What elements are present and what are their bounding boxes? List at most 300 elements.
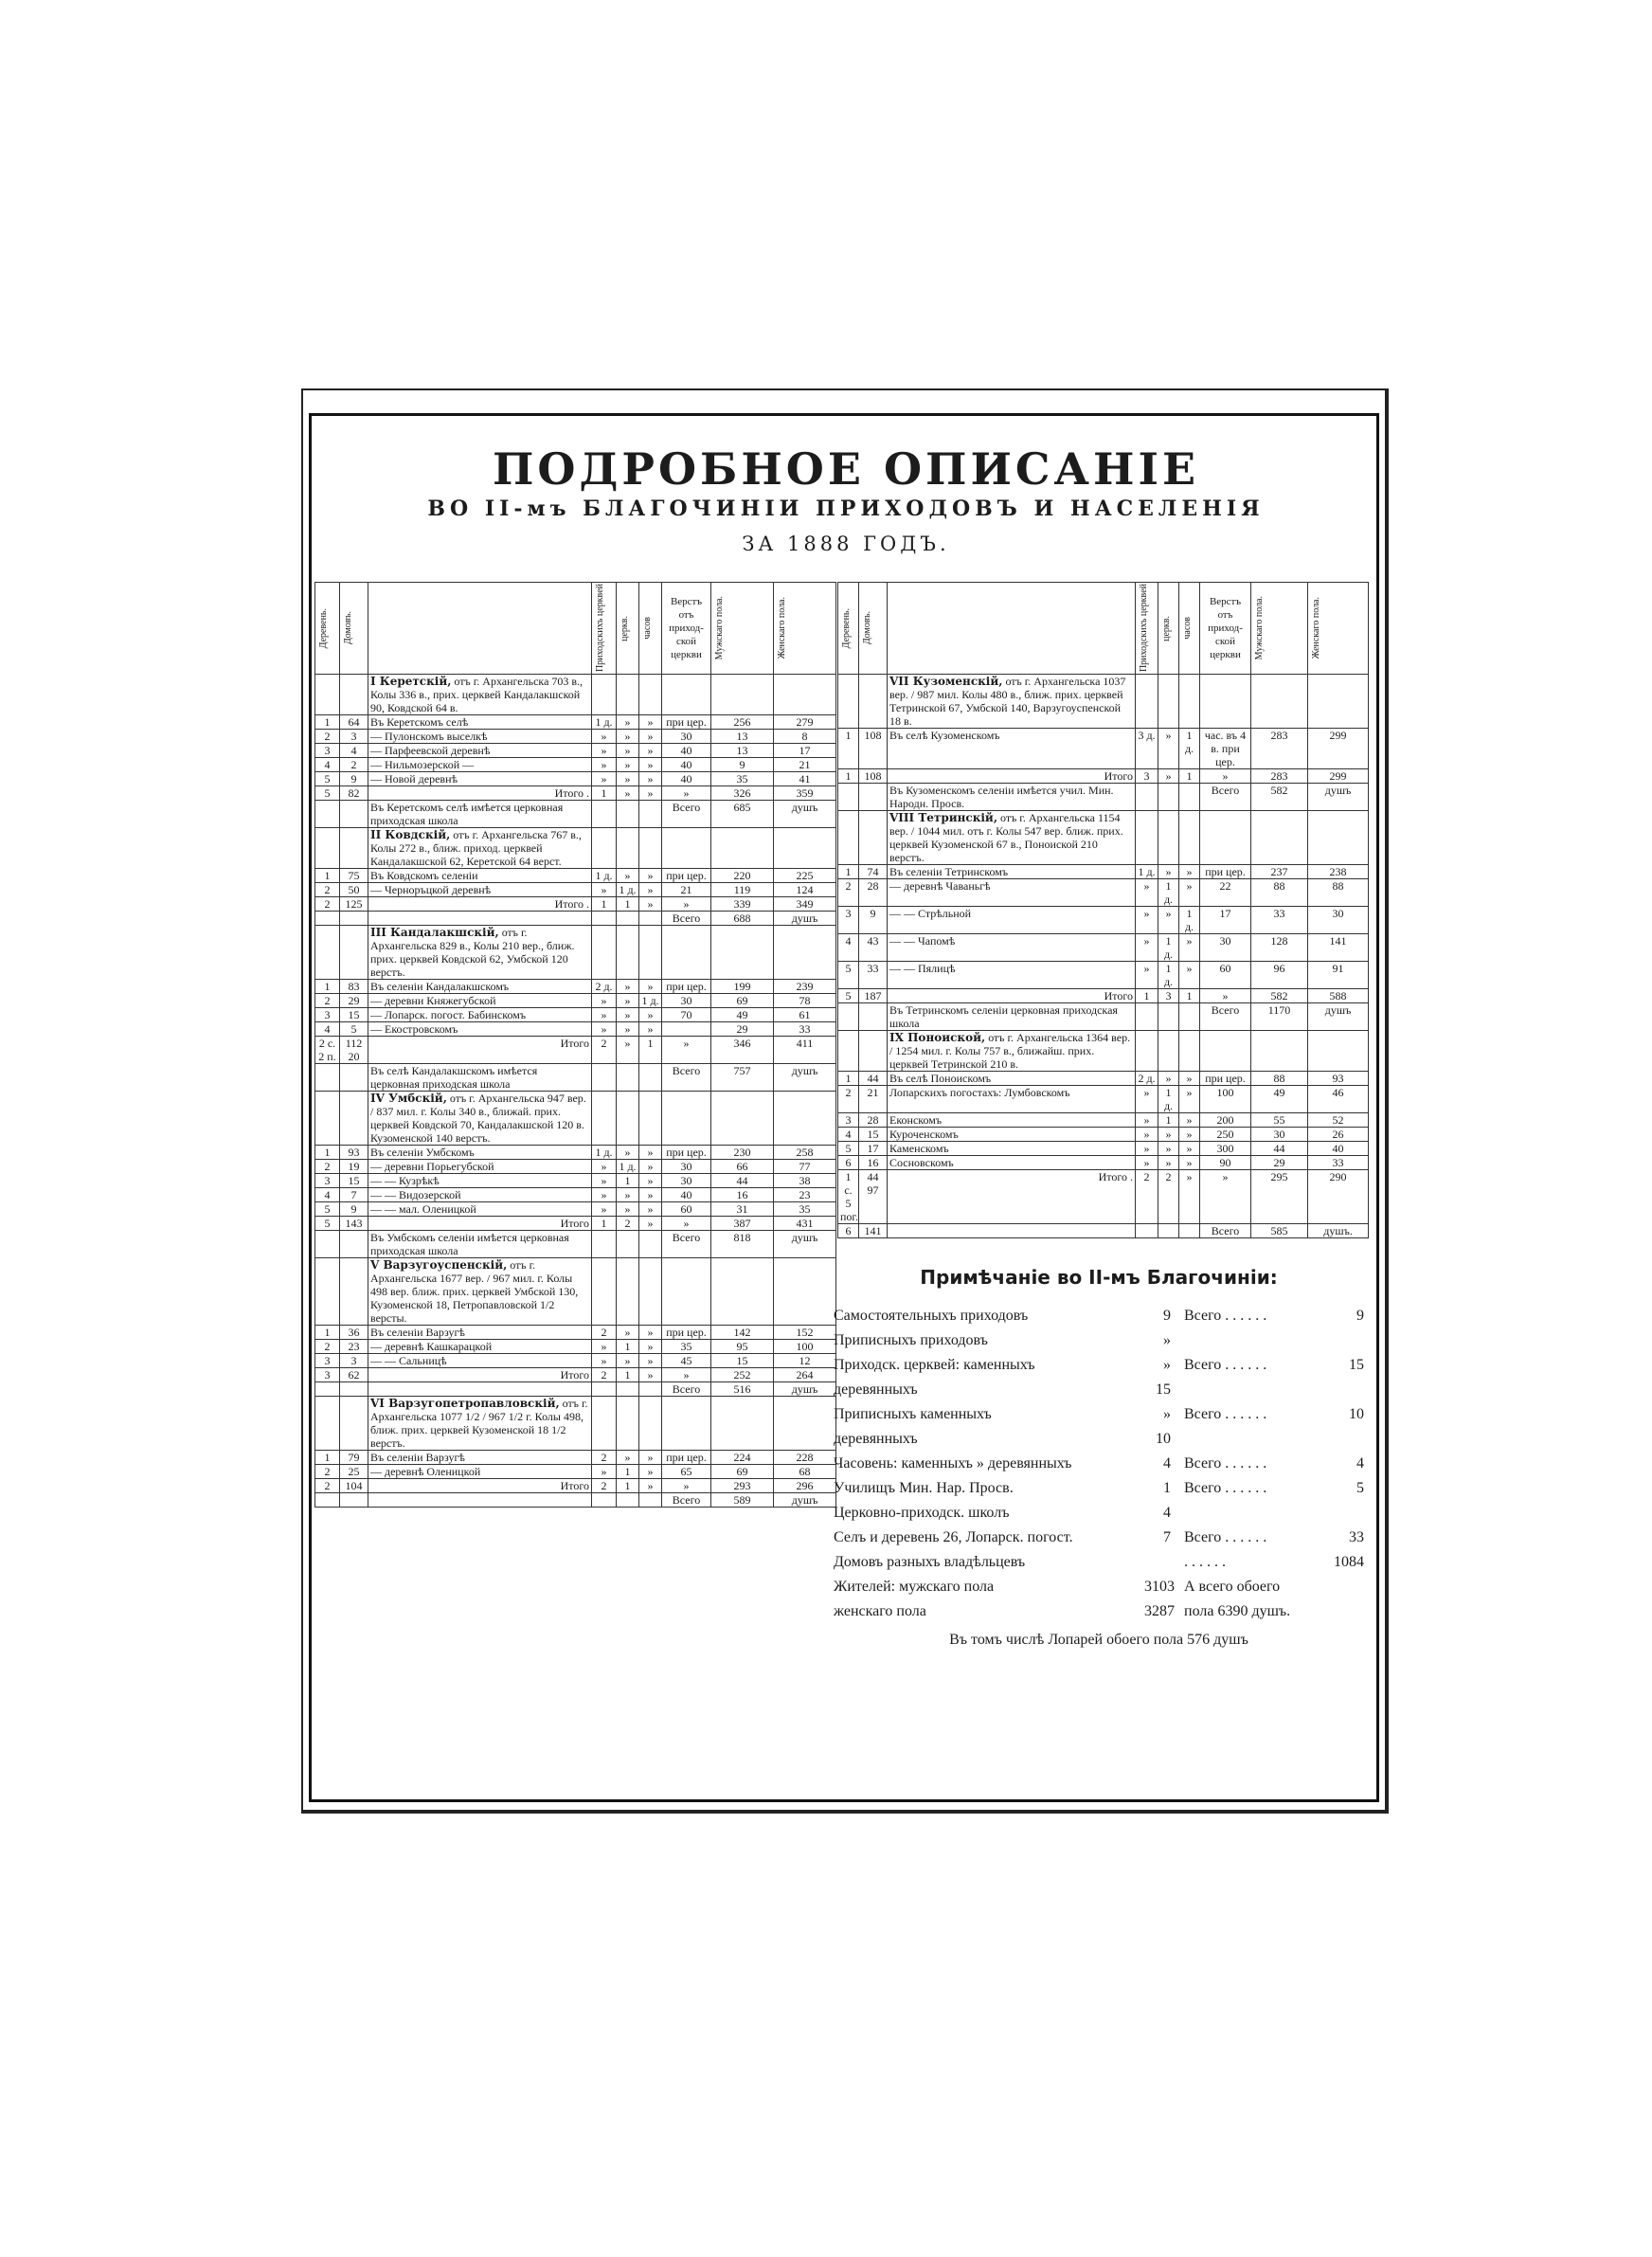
male-count: 237 [1251, 865, 1308, 879]
right-parish-table [837, 582, 1369, 1238]
chapels: » [639, 1465, 662, 1479]
note-total-label: Всего . . . . . . [1184, 1455, 1267, 1472]
subtotal-label: Итого . [368, 786, 592, 801]
female-count: 279 [774, 715, 836, 730]
parish-churches: » [1136, 962, 1158, 989]
note-total [1171, 1603, 1364, 1620]
total-souls: 685 [711, 801, 774, 828]
empty-cell [711, 926, 774, 980]
subtotal-houses: 62 [340, 1368, 368, 1382]
attached-churches: » [617, 1451, 639, 1465]
note-row [834, 1378, 1364, 1402]
empty-cell [639, 1397, 662, 1451]
distance-versts: 40 [662, 744, 711, 758]
empty-cell [639, 1064, 662, 1092]
total-houses [340, 1231, 368, 1258]
parish-churches: 2 д. [592, 980, 617, 994]
settlement-name: Въ селеніи Умбскомъ [368, 1146, 592, 1160]
subtotal-houses: 104 [340, 1479, 368, 1493]
subtotal-label: Итого [368, 1037, 592, 1064]
village-number: 2 [838, 879, 859, 907]
header-first-parish [368, 583, 592, 675]
empty-cell [1200, 1031, 1251, 1072]
male-count: 16 [711, 1188, 774, 1202]
chapels: » [639, 744, 662, 758]
empty-cell [639, 828, 662, 869]
total-houses [340, 1064, 368, 1092]
empty-cell [1308, 811, 1369, 865]
attached-churches: » [617, 715, 639, 730]
subtotal-chapels: » [639, 1368, 662, 1382]
subtotal-parish-churches: 2 [592, 1368, 617, 1382]
header-muzh: Мужскаго пола. [1251, 583, 1308, 675]
parish-heading [368, 1092, 592, 1146]
settlement-name: — — Стрѣльной [888, 907, 1136, 934]
parish-churches: » [1136, 1156, 1158, 1170]
distance-versts: 60 [1200, 962, 1251, 989]
settlement-row [315, 1174, 836, 1188]
total-label: Всего [662, 1064, 711, 1092]
total-houses [340, 912, 368, 926]
empty-cell [639, 1382, 662, 1397]
empty-cell [662, 926, 711, 980]
note-count: 4 [1163, 1505, 1171, 1521]
settlement-row [315, 994, 836, 1008]
note-total-label: Всего . . . . . . [1184, 1480, 1267, 1496]
note-row [834, 1575, 1364, 1599]
empty-cell [340, 1397, 368, 1451]
chapels: » [639, 1022, 662, 1037]
note-label: Жителей: мужскаго пола [834, 1579, 995, 1595]
chapels: » [639, 980, 662, 994]
parish-churches: » [592, 730, 617, 744]
female-count: 78 [774, 994, 836, 1008]
subtotal-houses: 44 97 [859, 1170, 888, 1224]
empty-cell [592, 1064, 617, 1092]
chapels: » [639, 758, 662, 772]
settlement-row [838, 879, 1369, 907]
note-label: Приписныхъ приходовъ [834, 1332, 988, 1348]
settlement-row [315, 883, 836, 897]
house-count: 64 [340, 715, 368, 730]
attached-churches: 1 д. [617, 1160, 639, 1174]
subtotal-female: 290 [1308, 1170, 1369, 1224]
note-label: Домовъ разныхъ владѣльцевъ [834, 1554, 1026, 1570]
chapels: » [1179, 1142, 1200, 1156]
village-number: 1 [838, 1072, 859, 1086]
empty-cell [315, 828, 340, 869]
parish-churches: 1 д. [592, 869, 617, 883]
female-count: 35 [774, 1202, 836, 1217]
empty-cell [1136, 675, 1158, 729]
subtotal-label: Итого [368, 1368, 592, 1382]
village-number: 2 [315, 883, 340, 897]
settlement-name: Каменскомъ [888, 1142, 1136, 1156]
empty-cell [340, 675, 368, 715]
village-number: 4 [838, 934, 859, 962]
settlement-name: Въ селеніи Варзугѣ [368, 1451, 592, 1465]
subtotal-attached: 1 [617, 1368, 639, 1382]
header-zhen: Женскаго пола. [1308, 583, 1369, 675]
parish-churches: 1 д. [1136, 865, 1158, 879]
school-note: Въ Кузоменскомъ селеніи имѣется учил. Мин. Народн. Просв. [888, 784, 1136, 811]
empty-cell [639, 1092, 662, 1146]
village-number: 4 [315, 758, 340, 772]
female-count: 41 [774, 772, 836, 786]
attached-churches: 1 д. [617, 883, 639, 897]
note-count: 7 [1163, 1529, 1171, 1545]
distance-versts: 40 [662, 758, 711, 772]
settlement-name: — Парфеевской деревнѣ [368, 744, 592, 758]
settlement-row [315, 758, 836, 772]
house-count: 15 [859, 1128, 888, 1142]
parish-heading [888, 811, 1136, 865]
note-total [1171, 1480, 1364, 1497]
distance-versts: при цер. [662, 1326, 711, 1340]
empty-cell [1158, 1031, 1179, 1072]
chapels: » [639, 869, 662, 883]
attached-churches: » [617, 744, 639, 758]
subtotal-row [315, 897, 836, 912]
attached-churches: 1 д. [1158, 1086, 1179, 1113]
note-count: 10 [1156, 1431, 1171, 1447]
subtotal-chapels: » [1179, 1170, 1200, 1224]
parish-heading [368, 926, 592, 980]
header-dereven: Деревень. [315, 583, 340, 675]
village-number: 2 [315, 1465, 340, 1479]
subtotal-label: Итого [888, 769, 1136, 784]
note-label: деревянныхъ [834, 1431, 918, 1447]
parish-churches: » [1136, 1086, 1158, 1113]
female-count: 152 [774, 1326, 836, 1340]
settlement-name: — Лопарск. погост. Бабинскомъ [368, 1008, 592, 1022]
parish-churches: » [1136, 934, 1158, 962]
distance-versts: 21 [662, 883, 711, 897]
parish-title-row [838, 675, 1369, 729]
subtotal-houses: 112 20 [340, 1037, 368, 1064]
settlement-row [315, 1465, 836, 1479]
subtotal-row [838, 989, 1369, 1003]
header-pripisn-chasov: часов [1179, 583, 1200, 675]
empty-cell [315, 926, 340, 980]
note-row [834, 1402, 1364, 1427]
empty-cell [1179, 811, 1200, 865]
total-label: Всего [662, 801, 711, 828]
chapels: » [1179, 865, 1200, 879]
empty-cell [639, 675, 662, 715]
empty-cell [774, 926, 836, 980]
house-count: 15 [340, 1008, 368, 1022]
attached-churches: » [1158, 907, 1179, 934]
empty-cell [617, 1397, 639, 1451]
male-count: 128 [1251, 934, 1308, 962]
note-row [834, 1304, 1364, 1328]
subtotal-row [315, 1368, 836, 1382]
house-count: 28 [859, 879, 888, 907]
parish-churches: 2 д. [1136, 1072, 1158, 1086]
parish-description: отъ г. Архангельска 1154 вер. / 1044 мил. отъ г. Колы 547 вер. ближ. прих. церквей Кузоменской 67 в., Поноиской 210 верстъ. [889, 811, 1123, 864]
note-row [834, 1452, 1364, 1476]
note-total [1171, 1554, 1364, 1571]
note-count: 3287 [1144, 1603, 1175, 1619]
note-label: Часовень: каменныхъ » деревянныхъ [834, 1455, 1072, 1472]
empty-cell [711, 1092, 774, 1146]
chapels: » [1179, 1072, 1200, 1086]
note-total [1171, 1579, 1364, 1596]
empty-cell [1136, 784, 1158, 811]
subtotal-versts: » [662, 1368, 711, 1382]
total-souls: 818 [711, 1231, 774, 1258]
attached-churches: » [617, 980, 639, 994]
parish-description: отъ г. Архангельска 1364 вер. / 1254 мил. г. Колы 757 в., ближайш. прих. церквей Тетринской 210 в. [889, 1031, 1131, 1071]
empty-cell [639, 1231, 662, 1258]
parish-churches: » [592, 1340, 617, 1354]
settlement-row [315, 1340, 836, 1354]
school-note [368, 1382, 592, 1397]
settlement-name: Куроченскомъ [888, 1128, 1136, 1142]
distance-versts: при цер. [662, 715, 711, 730]
empty-cell [592, 801, 617, 828]
settlement-row [315, 772, 836, 786]
right-header-row [838, 583, 1369, 675]
parish-title-row [838, 1031, 1369, 1072]
empty-cell [592, 675, 617, 715]
total-souls: 1170 [1251, 1003, 1308, 1031]
settlement-name: Въ селѣ Поноискомъ [888, 1072, 1136, 1086]
subtotal-villages: 1 [838, 769, 859, 784]
total-row [838, 784, 1369, 811]
note-footer: Въ томъ числѣ Лопарей обоего пола 576 душъ [949, 1632, 1248, 1648]
distance-versts: 200 [1200, 1113, 1251, 1128]
settlement-name: — — Сальницѣ [368, 1354, 592, 1368]
total-row [315, 912, 836, 926]
attached-churches: » [1158, 1128, 1179, 1142]
header-domov: Домовъ. [859, 583, 888, 675]
note-count: » [1163, 1406, 1171, 1422]
empty-cell [617, 801, 639, 828]
parish-churches: » [592, 883, 617, 897]
village-number: 1 [838, 865, 859, 879]
village-number: 3 [315, 1008, 340, 1022]
male-count: 9 [711, 758, 774, 772]
subtotal-label: Итого [368, 1217, 592, 1231]
empty-cell [1158, 675, 1179, 729]
parish-name: VI Варзугопетропавловскій, [370, 1397, 560, 1410]
note-total-value: 10 [1349, 1406, 1364, 1422]
subtotal-female: 349 [774, 897, 836, 912]
settlement-row [838, 907, 1369, 934]
total-label: Всего [1200, 1003, 1251, 1031]
parish-churches: » [592, 744, 617, 758]
male-count: 29 [1251, 1156, 1308, 1170]
total-unit: душъ [774, 1382, 836, 1397]
female-count: 68 [774, 1465, 836, 1479]
empty-cell [711, 1397, 774, 1451]
empty-cell [617, 912, 639, 926]
chapels: » [639, 1160, 662, 1174]
settlement-name: — деревнѣ Оленицкой [368, 1465, 592, 1479]
parish-churches: » [1136, 1128, 1158, 1142]
note-label: деревянныхъ [834, 1381, 918, 1398]
chapels: » [1179, 962, 1200, 989]
note-title: Примѣчаніе во II-мъ Благочиніи: [920, 1266, 1278, 1289]
attached-churches: 1 [617, 1465, 639, 1479]
note-row [834, 1353, 1364, 1378]
note-count: » [1163, 1357, 1171, 1373]
subtotal-female: 299 [1308, 769, 1369, 784]
note-total-value: 4 [1356, 1455, 1364, 1472]
attached-churches: » [617, 869, 639, 883]
total-villages: 6 [838, 1224, 859, 1238]
subtotal-villages: 5 [838, 989, 859, 1003]
male-count: 15 [711, 1354, 774, 1368]
parish-description: отъ г. Архангельска 703 в., Колы 336 в., прих. церквей Кандалакшской 90, Ковдской 64 в. [370, 675, 584, 714]
settlement-row [838, 934, 1369, 962]
attached-churches: » [617, 994, 639, 1008]
empty-cell [340, 828, 368, 869]
settlement-row [838, 1086, 1369, 1113]
village-number: 3 [315, 744, 340, 758]
female-count: 100 [774, 1340, 836, 1354]
empty-cell [838, 675, 859, 729]
male-count: 66 [711, 1160, 774, 1174]
empty-cell [592, 926, 617, 980]
male-count: 69 [711, 1465, 774, 1479]
subtotal-label: Итого [368, 1479, 592, 1493]
subtotal-attached: 3 [1158, 989, 1179, 1003]
empty-cell [859, 675, 888, 729]
house-count: 2 [340, 758, 368, 772]
header-muzh: Мужскаго пола. [711, 583, 774, 675]
parish-heading [368, 1397, 592, 1451]
subtotal-houses: 82 [340, 786, 368, 801]
empty-cell [617, 1493, 639, 1508]
settlement-name: — — Кузрѣкѣ [368, 1174, 592, 1188]
parish-heading [888, 675, 1136, 729]
parish-name: I Керетскій, [370, 675, 452, 688]
female-count: 228 [774, 1451, 836, 1465]
settlement-name: — Черноръцкой деревнѣ [368, 883, 592, 897]
attached-churches: 1 [617, 1340, 639, 1354]
empty-cell [859, 1031, 888, 1072]
empty-cell [592, 1258, 617, 1326]
subtotal-versts: » [662, 1037, 711, 1064]
house-count: 44 [859, 1072, 888, 1086]
female-count: 17 [774, 744, 836, 758]
house-count: 29 [340, 994, 368, 1008]
distance-versts: 45 [662, 1354, 711, 1368]
chapels: » [639, 1354, 662, 1368]
empty-cell [592, 912, 617, 926]
house-count: 3 [340, 1354, 368, 1368]
village-number: 1 [315, 1326, 340, 1340]
settlement-row [315, 1022, 836, 1037]
subtotal-villages: 2 [315, 897, 340, 912]
parish-description: отъ г. Архангельска 1677 вер. / 967 мил. г. Колы 498 вер. ближ. прих. церквей Умбской 130, Кузоменской 18, Петропавловской 1/2 версты. [370, 1258, 579, 1325]
school-note: Въ Тетринскомъ селеніи церковная приходская школа [888, 1003, 1136, 1031]
parish-churches: » [592, 1022, 617, 1037]
settlement-name: Въ селеніи Тетринскомъ [888, 865, 1136, 879]
male-count: 29 [711, 1022, 774, 1037]
parish-heading [888, 1031, 1136, 1072]
empty-cell [617, 926, 639, 980]
empty-cell [662, 1092, 711, 1146]
attached-churches: » [617, 1008, 639, 1022]
attached-churches: 1 д. [1158, 962, 1179, 989]
female-count: 239 [774, 980, 836, 994]
parish-churches: » [592, 1465, 617, 1479]
total-row [315, 1064, 836, 1092]
header-prihodskih: Приходскихъ церквей [1136, 583, 1158, 675]
total-villages [838, 784, 859, 811]
male-count: 44 [711, 1174, 774, 1188]
empty-cell [315, 1092, 340, 1146]
school-note [888, 1224, 1136, 1238]
empty-cell [711, 828, 774, 869]
village-number: 1 [838, 729, 859, 769]
chapels: » [1179, 1086, 1200, 1113]
subtotal-chapels: 1 [1179, 769, 1200, 784]
house-count: 9 [340, 1202, 368, 1217]
total-souls: 589 [711, 1493, 774, 1508]
village-number: 4 [838, 1128, 859, 1142]
total-villages [315, 1231, 340, 1258]
village-number: 2 [838, 1086, 859, 1113]
note-count: 9 [1163, 1308, 1171, 1324]
attached-churches: 1 д. [1158, 934, 1179, 962]
house-count: 7 [340, 1188, 368, 1202]
empty-cell [592, 1493, 617, 1508]
empty-cell [617, 1231, 639, 1258]
total-unit: душъ [1308, 1003, 1369, 1031]
chapels: » [1179, 934, 1200, 962]
total-unit: душъ [774, 1493, 836, 1508]
note-total-value: 15 [1349, 1357, 1364, 1373]
distance-versts: 90 [1200, 1156, 1251, 1170]
note-total-label: Всего . . . . . . [1184, 1406, 1267, 1422]
settlement-row [838, 1142, 1369, 1156]
village-number: 4 [315, 1022, 340, 1037]
parish-title-row [315, 1258, 836, 1326]
empty-cell [592, 1382, 617, 1397]
chapels: » [1179, 1128, 1200, 1142]
parish-churches: » [592, 1354, 617, 1368]
chapels: » [639, 730, 662, 744]
village-number: 5 [838, 1142, 859, 1156]
empty-cell [711, 675, 774, 715]
female-count: 91 [1308, 962, 1369, 989]
total-unit: душъ [774, 801, 836, 828]
total-villages [315, 801, 340, 828]
settlement-name: Въ селѣ Кузоменскомъ [888, 729, 1136, 769]
parish-churches: » [592, 1188, 617, 1202]
village-number: 5 [315, 772, 340, 786]
parish-name: V Варзугоуспенскій, [370, 1258, 508, 1272]
total-villages [315, 1493, 340, 1508]
settlement-row [838, 1072, 1369, 1086]
distance-versts: при цер. [662, 1451, 711, 1465]
empty-cell [774, 1258, 836, 1326]
empty-cell [617, 1382, 639, 1397]
total-label: Всего [662, 1382, 711, 1397]
note-total-label: пола 6390 душъ. [1184, 1603, 1291, 1619]
parish-churches: 1 д. [592, 1146, 617, 1160]
school-note: Въ Керетскомъ селѣ имѣется церковная приходская школа [368, 801, 592, 828]
total-label: Всего [662, 1231, 711, 1258]
empty-cell [592, 1397, 617, 1451]
total-label: Всего [662, 912, 711, 926]
empty-cell [315, 1397, 340, 1451]
